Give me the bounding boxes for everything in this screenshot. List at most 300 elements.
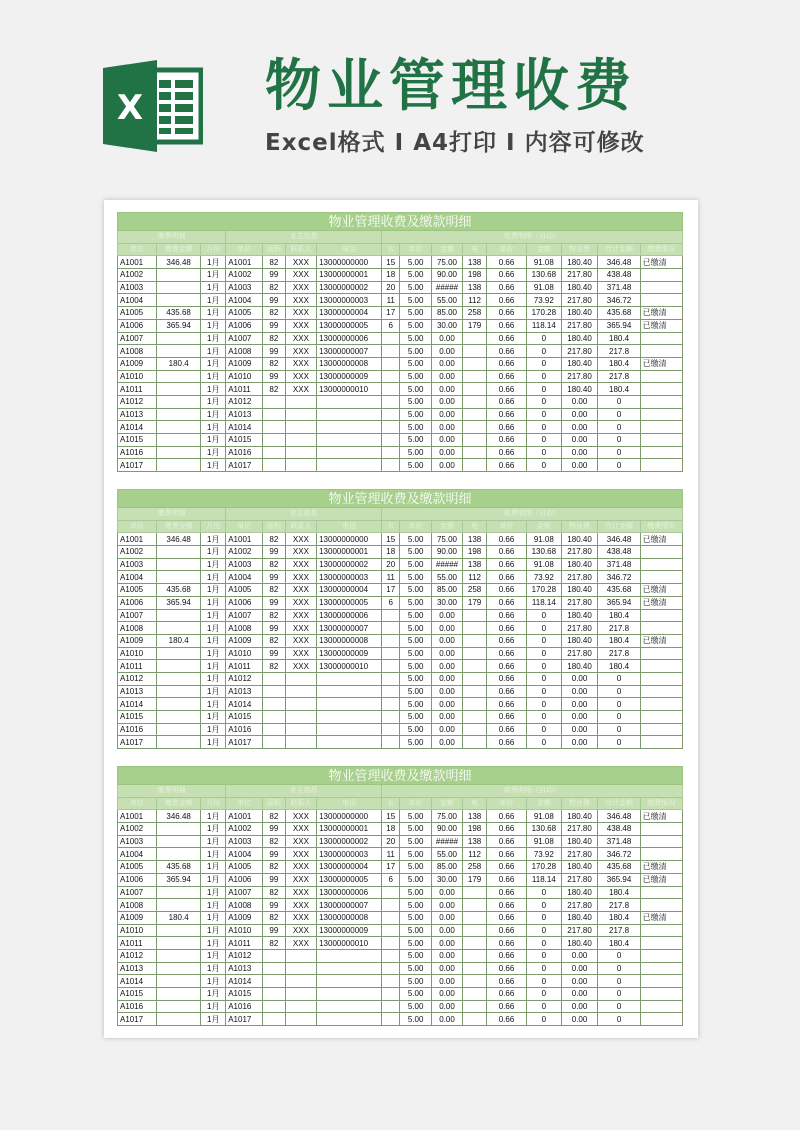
table-cell: 435.68 — [156, 307, 200, 320]
table-cell: 0.00 — [431, 988, 462, 1001]
table-cell: 0.00 — [431, 622, 462, 635]
table-cell: 0 — [527, 370, 562, 383]
table-cell: A1003 — [226, 558, 263, 571]
table-cell — [463, 408, 487, 421]
table-cell: 已缴清 — [640, 911, 682, 924]
table-cell: A1011 — [118, 937, 157, 950]
table-cell — [285, 1000, 316, 1013]
table-cell — [640, 672, 682, 685]
table-cell: 258 — [463, 307, 487, 320]
table-cell: A1017 — [118, 459, 157, 472]
table-cell: A1003 — [226, 835, 263, 848]
table-cell: 73.92 — [527, 848, 562, 861]
table-row — [118, 307, 683, 320]
table-cell: 180.40 — [561, 307, 598, 320]
table-cell: 346.48 — [156, 256, 200, 269]
table-cell: 0 — [527, 434, 562, 447]
table-cell: 138 — [463, 558, 487, 571]
table-cell: 217.8 — [598, 622, 640, 635]
table-cell: A1017 — [226, 736, 263, 749]
table-cell: 5.00 — [400, 446, 431, 459]
table-cell — [640, 546, 682, 559]
table-cell: 0.00 — [431, 395, 462, 408]
table-cell: 0 — [598, 711, 640, 724]
table-cell: XXX — [285, 609, 316, 622]
table-cell: 438.48 — [598, 546, 640, 559]
table-cell: 13000000006 — [317, 886, 382, 899]
table-cell — [156, 698, 200, 711]
table-cell: 1月 — [201, 395, 226, 408]
table-cell: 0.66 — [486, 988, 526, 1001]
table-cell: 13000000002 — [317, 835, 382, 848]
table-cell: A1014 — [118, 698, 157, 711]
table-cell: 0.66 — [486, 256, 526, 269]
table-cell — [263, 723, 286, 736]
table-row — [118, 533, 683, 546]
column-header: 单位 — [118, 797, 157, 810]
table-cell: 13000000002 — [317, 558, 382, 571]
table-cell — [317, 685, 382, 698]
table-cell: 0.00 — [561, 395, 598, 408]
table-row — [118, 546, 683, 559]
table-cell: 91.08 — [527, 810, 562, 823]
table-cell: 5.00 — [400, 685, 431, 698]
table-cell: 82 — [263, 937, 286, 950]
table-cell: 0.00 — [431, 723, 462, 736]
table-cell: 5.00 — [400, 345, 431, 358]
table-cell — [463, 962, 487, 975]
table-cell: 0 — [527, 711, 562, 724]
table-cell: 13000000000 — [317, 256, 382, 269]
table-cell: 0.66 — [486, 823, 526, 836]
table-cell — [263, 1000, 286, 1013]
table-cell: 5.00 — [400, 332, 431, 345]
table-cell: 5.00 — [400, 873, 431, 886]
table-cell: 180.4 — [598, 911, 640, 924]
table-row — [118, 861, 683, 874]
column-header: 金额 — [527, 243, 562, 256]
table-cell — [285, 975, 316, 988]
table-cell: 217.80 — [561, 823, 598, 836]
table-cell: 180.4 — [598, 383, 640, 396]
table-cell: A1002 — [226, 546, 263, 559]
table-cell: 5.00 — [400, 596, 431, 609]
table-cell: 91.08 — [527, 558, 562, 571]
table-cell — [382, 1000, 400, 1013]
table-cell: 0.00 — [561, 672, 598, 685]
table-cell: 0.00 — [561, 685, 598, 698]
table-cell: 15 — [382, 810, 400, 823]
table-cell — [156, 345, 200, 358]
table-cell — [463, 370, 487, 383]
table-cell: 已缴清 — [640, 584, 682, 597]
table-cell: 118.14 — [527, 873, 562, 886]
column-header: 单价 — [400, 797, 431, 810]
table-cell: 0 — [527, 622, 562, 635]
table-cell: 180.40 — [561, 332, 598, 345]
table-cell: 5.00 — [400, 899, 431, 912]
table-cell: A1015 — [118, 711, 157, 724]
table-cell — [156, 622, 200, 635]
table-cell: A1012 — [118, 949, 157, 962]
table-cell: 0 — [527, 408, 562, 421]
table-cell — [640, 281, 682, 294]
table-cell: 11 — [382, 571, 400, 584]
table-cell: 170.28 — [527, 861, 562, 874]
table-cell — [156, 408, 200, 421]
table-cell: A1001 — [226, 810, 263, 823]
table-row — [118, 647, 683, 660]
table-cell: 85.00 — [431, 307, 462, 320]
table-cell: 1月 — [201, 647, 226, 660]
table-cell: 0 — [527, 383, 562, 396]
table-cell: 0.00 — [561, 975, 598, 988]
table-cell — [317, 723, 382, 736]
table-cell — [463, 383, 487, 396]
table-cell: XXX — [285, 622, 316, 635]
table-cell: 435.68 — [598, 861, 640, 874]
table-cell: 0.00 — [431, 1013, 462, 1026]
table-cell: 已缴清 — [640, 873, 682, 886]
table-cell: 0.66 — [486, 937, 526, 950]
table-row — [118, 962, 683, 975]
table-cell: 0.00 — [431, 345, 462, 358]
table-cell: 0.00 — [431, 962, 462, 975]
table-cell — [463, 685, 487, 698]
table-cell: 20 — [382, 558, 400, 571]
table-cell: 0.00 — [431, 949, 462, 962]
table-cell — [156, 835, 200, 848]
table-cell: 5.00 — [400, 294, 431, 307]
table-cell: 0.66 — [486, 873, 526, 886]
table-cell: XXX — [285, 596, 316, 609]
table-cell: 82 — [263, 332, 286, 345]
table-cell: 99 — [263, 873, 286, 886]
table-row — [118, 975, 683, 988]
table-cell: 1月 — [201, 899, 226, 912]
table-cell: XXX — [285, 634, 316, 647]
table-cell: 0.00 — [561, 736, 598, 749]
table-cell: 170.28 — [527, 584, 562, 597]
table-cell: 0.00 — [561, 988, 598, 1001]
column-header: 面积 — [263, 797, 286, 810]
table-row — [118, 823, 683, 836]
column-header: 面积 — [263, 243, 286, 256]
group-header: 收费明细（自动） — [382, 231, 683, 244]
table-cell: 0 — [527, 899, 562, 912]
table-cell — [640, 848, 682, 861]
table-cell: 0.66 — [486, 408, 526, 421]
table-cell: 13000000001 — [317, 269, 382, 282]
table-cell: 5.00 — [400, 810, 431, 823]
table-cell — [463, 723, 487, 736]
table-cell: 5.00 — [400, 558, 431, 571]
table-cell: A1006 — [118, 596, 157, 609]
table-cell: 0.66 — [486, 395, 526, 408]
table-cell: 180.4 — [156, 911, 200, 924]
table-cell — [382, 332, 400, 345]
table-cell: A1001 — [226, 256, 263, 269]
table-cell — [640, 647, 682, 660]
table-cell — [285, 711, 316, 724]
table-cell: 0.66 — [486, 294, 526, 307]
table-cell — [640, 988, 682, 1001]
table-cell: 13000000009 — [317, 647, 382, 660]
table-cell: 346.72 — [598, 294, 640, 307]
table-cell: 5.00 — [400, 937, 431, 950]
table-cell — [382, 736, 400, 749]
table-cell: 82 — [263, 558, 286, 571]
table-row — [118, 886, 683, 899]
table-cell: A1011 — [226, 660, 263, 673]
table-cell: A1015 — [226, 711, 263, 724]
table-cell: 138 — [463, 835, 487, 848]
table-cell — [640, 408, 682, 421]
table-cell — [463, 647, 487, 660]
table-cell — [382, 395, 400, 408]
table-cell: XXX — [285, 533, 316, 546]
table-cell: A1008 — [226, 345, 263, 358]
table-cell: XXX — [285, 660, 316, 673]
table-cell: 1月 — [201, 886, 226, 899]
table-cell: A1013 — [118, 685, 157, 698]
table-cell: A1014 — [226, 421, 263, 434]
table-cell: 0.66 — [486, 370, 526, 383]
table-cell: 已缴清 — [640, 810, 682, 823]
column-header: 缴费金额 — [156, 520, 200, 533]
table-cell: 82 — [263, 281, 286, 294]
table-cell: 0 — [527, 975, 562, 988]
table-cell: 5.00 — [400, 609, 431, 622]
table-cell: 217.8 — [598, 899, 640, 912]
table-cell: 1月 — [201, 1000, 226, 1013]
table-cell: 1月 — [201, 924, 226, 937]
table-row — [118, 988, 683, 1001]
table-cell: 73.92 — [527, 294, 562, 307]
table-cell: 180.40 — [561, 558, 598, 571]
table-cell: 0.00 — [431, 899, 462, 912]
table-cell: 0.66 — [486, 307, 526, 320]
table-cell: 0.00 — [431, 459, 462, 472]
table-row — [118, 911, 683, 924]
table-cell — [463, 446, 487, 459]
table-cell: 179 — [463, 873, 487, 886]
table-cell — [382, 988, 400, 1001]
column-header: 金额 — [527, 797, 562, 810]
table-cell: 0.00 — [561, 949, 598, 962]
table-cell: 0.00 — [561, 434, 598, 447]
table-row — [118, 357, 683, 370]
table-cell — [463, 1000, 487, 1013]
table-cell: A1013 — [226, 685, 263, 698]
table-cell: 217.80 — [561, 924, 598, 937]
table-cell: 0 — [527, 446, 562, 459]
table-cell — [463, 357, 487, 370]
table-cell: 73.92 — [527, 571, 562, 584]
table-cell — [640, 332, 682, 345]
table-cell: A1010 — [226, 647, 263, 660]
table-cell: 13000000007 — [317, 622, 382, 635]
table-cell — [317, 459, 382, 472]
table-cell: 99 — [263, 345, 286, 358]
table-cell: 217.8 — [598, 647, 640, 660]
table-cell: 13000000008 — [317, 357, 382, 370]
table-cell: 5.00 — [400, 660, 431, 673]
table-cell: 0.00 — [431, 685, 462, 698]
column-header: 水 — [382, 797, 400, 810]
column-header: 单位 — [226, 520, 263, 533]
table-cell: A1004 — [226, 294, 263, 307]
table-cell: 13000000000 — [317, 810, 382, 823]
table-cell: 0 — [598, 395, 640, 408]
table-cell: 13000000005 — [317, 319, 382, 332]
table-cell — [156, 459, 200, 472]
table-cell — [317, 1013, 382, 1026]
excel-logo-icon — [103, 60, 203, 152]
column-header: 合计金额 — [598, 520, 640, 533]
table-cell: 0.00 — [561, 459, 598, 472]
table-cell: XXX — [285, 345, 316, 358]
table-cell: 0 — [527, 459, 562, 472]
table-cell: 5.00 — [400, 434, 431, 447]
table-cell: 90.00 — [431, 823, 462, 836]
table-cell — [382, 949, 400, 962]
table-cell — [317, 1000, 382, 1013]
table-cell: A1016 — [226, 1000, 263, 1013]
table-cell: A1002 — [118, 546, 157, 559]
table-cell: 1月 — [201, 609, 226, 622]
column-header: 水 — [382, 243, 400, 256]
table-cell — [285, 685, 316, 698]
table-cell: A1003 — [226, 281, 263, 294]
table-cell: A1010 — [118, 370, 157, 383]
table-cell — [317, 698, 382, 711]
table-cell: XXX — [285, 810, 316, 823]
table-cell — [317, 949, 382, 962]
table-cell — [463, 949, 487, 962]
table-cell: 1月 — [201, 685, 226, 698]
table-cell — [640, 622, 682, 635]
table-cell — [382, 711, 400, 724]
table-cell — [463, 395, 487, 408]
table-cell — [263, 459, 286, 472]
table-cell: 180.40 — [561, 383, 598, 396]
table-cell — [382, 962, 400, 975]
table-row — [118, 698, 683, 711]
table-cell — [382, 975, 400, 988]
table-cell: 99 — [263, 848, 286, 861]
table-cell: A1002 — [226, 269, 263, 282]
table-cell — [382, 685, 400, 698]
table-cell: 13000000007 — [317, 345, 382, 358]
table-row — [118, 434, 683, 447]
table-cell: A1004 — [226, 571, 263, 584]
column-header: 电 — [463, 243, 487, 256]
table-cell: 17 — [382, 584, 400, 597]
table-cell: 1月 — [201, 357, 226, 370]
table-cell: 0 — [527, 886, 562, 899]
group-header: 缴费明细 — [118, 231, 226, 244]
table-cell: 18 — [382, 823, 400, 836]
table-cell: 0 — [598, 723, 640, 736]
table-row — [118, 835, 683, 848]
table-cell: 0.66 — [486, 269, 526, 282]
table-cell: 0.66 — [486, 332, 526, 345]
table-cell: A1006 — [118, 873, 157, 886]
table-cell: 99 — [263, 924, 286, 937]
table-cell: XXX — [285, 294, 316, 307]
table-cell — [640, 823, 682, 836]
table-cell: A1016 — [118, 1000, 157, 1013]
table-cell — [263, 949, 286, 962]
column-header: 缴费情况 — [640, 520, 682, 533]
table-cell: XXX — [285, 558, 316, 571]
table-cell: 0.00 — [431, 672, 462, 685]
table-cell: 371.48 — [598, 281, 640, 294]
table-cell: 0.00 — [431, 332, 462, 345]
table-cell: 138 — [463, 256, 487, 269]
table-cell: 17 — [382, 861, 400, 874]
table-cell: 1月 — [201, 558, 226, 571]
table-cell — [382, 357, 400, 370]
table-cell — [640, 899, 682, 912]
table-cell: 0 — [598, 962, 640, 975]
table-cell: 180.40 — [561, 660, 598, 673]
fee-table — [117, 489, 683, 749]
table-cell — [382, 937, 400, 950]
column-header: 物业费 — [561, 520, 598, 533]
table-cell: ##### — [431, 835, 462, 848]
table-cell: 99 — [263, 546, 286, 559]
table-cell: 0.66 — [486, 546, 526, 559]
table-cell: 5.00 — [400, 421, 431, 434]
table-cell — [640, 269, 682, 282]
table-row — [118, 596, 683, 609]
table-cell — [285, 672, 316, 685]
table-cell: 82 — [263, 911, 286, 924]
table-cell — [640, 370, 682, 383]
table-cell: 180.40 — [561, 861, 598, 874]
table-cell — [156, 823, 200, 836]
table-cell: 13000000000 — [317, 533, 382, 546]
table-cell: 0.66 — [486, 634, 526, 647]
table-cell — [156, 962, 200, 975]
table-cell — [382, 408, 400, 421]
table-cell — [317, 446, 382, 459]
table-cell: 1月 — [201, 434, 226, 447]
table-cell — [640, 949, 682, 962]
table-cell: 0.00 — [431, 937, 462, 950]
table-cell: 5.00 — [400, 584, 431, 597]
table-cell: 346.72 — [598, 848, 640, 861]
table-cell — [156, 558, 200, 571]
table-cell: 0 — [527, 685, 562, 698]
table-cell: XXX — [285, 584, 316, 597]
table-cell: A1017 — [226, 459, 263, 472]
table-cell: 0 — [527, 395, 562, 408]
table-cell: 217.8 — [598, 370, 640, 383]
table-cell: 5.00 — [400, 736, 431, 749]
table-cell: 0 — [527, 357, 562, 370]
table-cell: 435.68 — [156, 584, 200, 597]
table-cell: 180.40 — [561, 281, 598, 294]
table-cell: 1月 — [201, 584, 226, 597]
table-cell: 0 — [598, 421, 640, 434]
table-cell: A1001 — [226, 533, 263, 546]
table-cell: 5.00 — [400, 848, 431, 861]
table-cell: 91.08 — [527, 256, 562, 269]
table-cell: A1003 — [118, 558, 157, 571]
